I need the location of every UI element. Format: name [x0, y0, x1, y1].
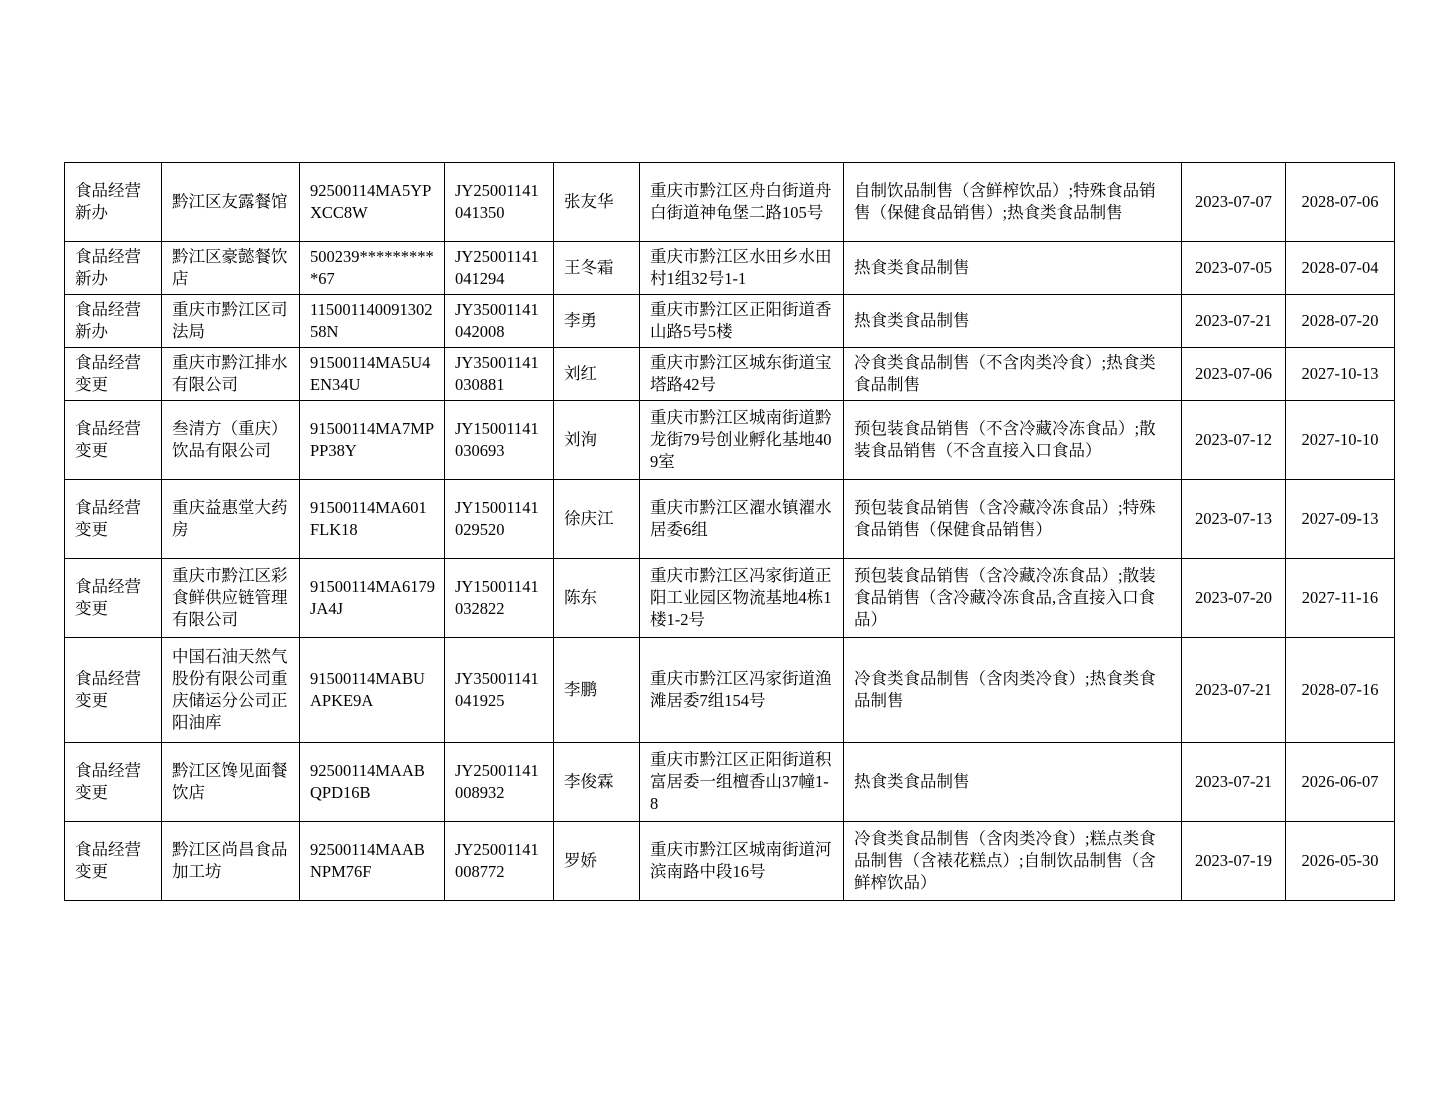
- table-row: [65, 163, 1395, 242]
- cell-expiry-date: 2028-07-20: [1286, 295, 1395, 348]
- cell-person: 陈东: [554, 559, 640, 638]
- cell-expiry-date: 2028-07-04: [1286, 242, 1395, 295]
- cell-issue-date: 2023-07-21: [1182, 295, 1286, 348]
- cell-name: 黔江区友露餐馆: [162, 163, 300, 242]
- cell-type: 食品经营新办: [65, 163, 162, 242]
- cell-license-no: JY25001141041294: [445, 242, 554, 295]
- cell-type: 食品经营新办: [65, 242, 162, 295]
- cell-address: 重庆市黔江区舟白街道舟白街道神龟堡二路105号: [640, 163, 844, 242]
- cell-person: 刘红: [554, 348, 640, 401]
- cell-person: 罗娇: [554, 822, 640, 901]
- cell-type: 食品经营变更: [65, 401, 162, 480]
- cell-scope: 热食类食品制售: [844, 242, 1182, 295]
- cell-type: 食品经营新办: [65, 295, 162, 348]
- cell-license-no: JY35001141041925: [445, 638, 554, 743]
- cell-address: 重庆市黔江区城南街道黔龙街79号创业孵化基地409室: [640, 401, 844, 480]
- cell-expiry-date: 2027-10-10: [1286, 401, 1395, 480]
- table-body: [65, 163, 1395, 901]
- cell-name: 重庆市黔江排水有限公司: [162, 348, 300, 401]
- cell-license-no: JY15001141029520: [445, 480, 554, 559]
- cell-issue-date: 2023-07-12: [1182, 401, 1286, 480]
- cell-issue-date: 2023-07-13: [1182, 480, 1286, 559]
- cell-credit-code: 500239**********67: [300, 242, 445, 295]
- cell-scope: 冷食类食品制售（含肉类冷食）;热食类食品制售: [844, 638, 1182, 743]
- cell-credit-code: 91500114MA5U4EN34U: [300, 348, 445, 401]
- cell-license-no: JY15001141030693: [445, 401, 554, 480]
- cell-expiry-date: 2027-10-13: [1286, 348, 1395, 401]
- cell-credit-code: 92500114MAABQPD16B: [300, 743, 445, 822]
- cell-address: 重庆市黔江区正阳街道香山路5号5楼: [640, 295, 844, 348]
- cell-address: 重庆市黔江区水田乡水田村1组32号1-1: [640, 242, 844, 295]
- cell-credit-code: 91500114MA601FLK18: [300, 480, 445, 559]
- cell-person: 李鹏: [554, 638, 640, 743]
- cell-address: 重庆市黔江区城南街道河滨南路中段16号: [640, 822, 844, 901]
- cell-address: 重庆市黔江区冯家街道渔滩居委7组154号: [640, 638, 844, 743]
- cell-type: 食品经营变更: [65, 348, 162, 401]
- cell-credit-code: 92500114MAABNPM76F: [300, 822, 445, 901]
- cell-issue-date: 2023-07-05: [1182, 242, 1286, 295]
- cell-type: 食品经营变更: [65, 638, 162, 743]
- cell-credit-code: 92500114MA5YPXCC8W: [300, 163, 445, 242]
- cell-name: 重庆益惠堂大药房: [162, 480, 300, 559]
- cell-type: 食品经营变更: [65, 480, 162, 559]
- cell-person: 李俊霖: [554, 743, 640, 822]
- cell-name: 中国石油天然气股份有限公司重庆储运分公司正阳油库: [162, 638, 300, 743]
- cell-scope: 自制饮品制售（含鲜榨饮品）;特殊食品销售（保健食品销售）;热食类食品制售: [844, 163, 1182, 242]
- cell-person: 刘洵: [554, 401, 640, 480]
- table-row: [65, 559, 1395, 638]
- cell-credit-code: 115001140091302 58N: [300, 295, 445, 348]
- cell-license-no: JY35001141030881: [445, 348, 554, 401]
- cell-name: 重庆市黔江区彩食鲜供应链管理有限公司: [162, 559, 300, 638]
- table-row: [65, 743, 1395, 822]
- license-table: [64, 162, 1395, 901]
- cell-type: 食品经营变更: [65, 822, 162, 901]
- cell-issue-date: 2023-07-21: [1182, 638, 1286, 743]
- cell-expiry-date: 2026-05-30: [1286, 822, 1395, 901]
- cell-issue-date: 2023-07-07: [1182, 163, 1286, 242]
- cell-license-no: JY15001141032822: [445, 559, 554, 638]
- cell-type: 食品经营变更: [65, 743, 162, 822]
- cell-credit-code: 91500114MA6179JA4J: [300, 559, 445, 638]
- table-row: [65, 295, 1395, 348]
- cell-address: 重庆市黔江区濯水镇濯水居委6组: [640, 480, 844, 559]
- cell-scope: 预包装食品销售（含冷藏冷冻食品）;散装食品销售（含冷藏冷冻食品,含直接入口食品）: [844, 559, 1182, 638]
- cell-scope: 冷食类食品制售（含肉类冷食）;糕点类食品制售（含裱花糕点）;自制饮品制售（含鲜榨饮品）: [844, 822, 1182, 901]
- cell-person: 张友华: [554, 163, 640, 242]
- table-row: [65, 242, 1395, 295]
- cell-issue-date: 2023-07-19: [1182, 822, 1286, 901]
- cell-address: 重庆市黔江区正阳街道积富居委一组檀香山37幢1-8: [640, 743, 844, 822]
- cell-scope: 冷食类食品制售（不含肉类冷食）;热食类食品制售: [844, 348, 1182, 401]
- table-row: [65, 401, 1395, 480]
- cell-issue-date: 2023-07-21: [1182, 743, 1286, 822]
- cell-name: 重庆市黔江区司法局: [162, 295, 300, 348]
- cell-expiry-date: 2026-06-07: [1286, 743, 1395, 822]
- table-row: [65, 822, 1395, 901]
- cell-address: 重庆市黔江区冯家街道正阳工业园区物流基地4栋1楼1-2号: [640, 559, 844, 638]
- cell-name: 黔江区豪懿餐饮店: [162, 242, 300, 295]
- cell-expiry-date: 2028-07-16: [1286, 638, 1395, 743]
- cell-license-no: JY25001141041350: [445, 163, 554, 242]
- cell-name: 黔江区馋见面餐饮店: [162, 743, 300, 822]
- cell-address: 重庆市黔江区城东街道宝塔路42号: [640, 348, 844, 401]
- cell-issue-date: 2023-07-20: [1182, 559, 1286, 638]
- cell-license-no: JY35001141042008: [445, 295, 554, 348]
- cell-person: 徐庆江: [554, 480, 640, 559]
- cell-scope: 热食类食品制售: [844, 743, 1182, 822]
- cell-name: 叁清方（重庆）饮品有限公司: [162, 401, 300, 480]
- cell-issue-date: 2023-07-06: [1182, 348, 1286, 401]
- cell-person: 李勇: [554, 295, 640, 348]
- table-row: [65, 348, 1395, 401]
- cell-scope: 预包装食品销售（不含冷藏冷冻食品）;散装食品销售（不含直接入口食品）: [844, 401, 1182, 480]
- cell-license-no: JY25001141008932: [445, 743, 554, 822]
- cell-expiry-date: 2027-09-13: [1286, 480, 1395, 559]
- cell-type: 食品经营变更: [65, 559, 162, 638]
- cell-name: 黔江区尚昌食品加工坊: [162, 822, 300, 901]
- cell-credit-code: 91500114MA7MPPP38Y: [300, 401, 445, 480]
- cell-expiry-date: 2027-11-16: [1286, 559, 1395, 638]
- cell-credit-code: 91500114MABUAPKE9A: [300, 638, 445, 743]
- cell-person: 王冬霜: [554, 242, 640, 295]
- table-row: [65, 480, 1395, 559]
- cell-scope: 热食类食品制售: [844, 295, 1182, 348]
- table-row: [65, 638, 1395, 743]
- cell-scope: 预包装食品销售（含冷藏冷冻食品）;特殊食品销售（保健食品销售）: [844, 480, 1182, 559]
- cell-license-no: JY25001141008772: [445, 822, 554, 901]
- cell-expiry-date: 2028-07-06: [1286, 163, 1395, 242]
